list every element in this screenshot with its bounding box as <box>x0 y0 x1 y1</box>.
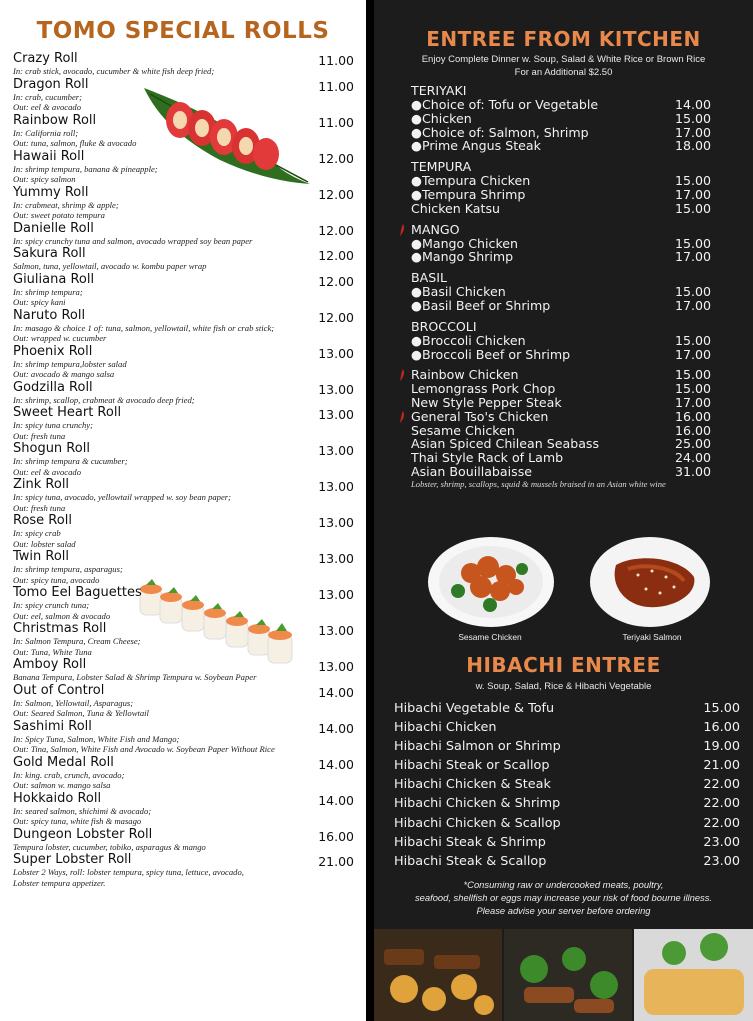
hibachi-price: 22.00 <box>703 815 740 831</box>
roll-description: In: Salmon Tempura, Cream Cheese; <box>13 636 141 646</box>
hibachi-name: Hibachi Chicken <box>394 720 497 736</box>
roll-price: 14.00 <box>318 684 354 700</box>
roll-header <box>13 113 358 128</box>
special-name: Asian Bouillabaisse <box>411 463 532 479</box>
roll-description: Out: fresh tuna <box>13 502 66 513</box>
sesame-chicken-image <box>426 535 556 629</box>
roll-item <box>13 221 358 247</box>
hibachi-item <box>394 756 740 775</box>
roll-name: Dungeon Lobster Roll <box>13 826 153 842</box>
entree-price: 17.00 <box>674 249 711 265</box>
entree-name: ●Choice of: Tofu or Vegetable <box>411 97 599 112</box>
hibachi-price: 23.00 <box>703 853 740 869</box>
roll-header <box>13 405 358 420</box>
roll-name: Phoenix Roll <box>13 343 93 359</box>
roll-price: 14.00 <box>318 720 354 736</box>
special-item <box>411 437 711 451</box>
roll-name: Sweet Heart Roll <box>13 405 122 420</box>
hibachi-title: HIBACHI ENTREE <box>466 653 661 677</box>
roll-header <box>13 755 358 770</box>
hibachi-food-image <box>374 929 753 1021</box>
roll-description: In: masago & choice 1 of: tuna, salmon, yellowtail, white fish or crab stick; <box>13 322 275 333</box>
special-rolls-title: TOMO SPECIAL ROLLS <box>36 18 330 44</box>
entree-title: ENTREE FROM KITCHEN <box>426 27 701 51</box>
hibachi-name: Hibachi Salmon or Shrimp <box>394 739 561 755</box>
roll-description: Out: spicy salmon <box>13 174 76 184</box>
special-price: 16.00 <box>674 422 711 438</box>
entree-price: 17.00 <box>674 297 711 313</box>
hibachi-name: Hibachi Chicken & Steak <box>394 777 551 793</box>
roll-item <box>13 852 358 888</box>
hibachi-name: Hibachi Vegetable & Tofu <box>394 701 555 716</box>
roll-name: Sashimi Roll <box>13 718 92 734</box>
roll-item <box>13 827 358 853</box>
section-heading: BROCCOLI <box>411 318 477 334</box>
roll-name: Zink Roll <box>13 477 70 492</box>
roll-item <box>13 791 358 827</box>
entree-item <box>411 237 711 251</box>
roll-price: 12.00 <box>318 222 354 238</box>
roll-name: Naruto Roll <box>13 307 86 323</box>
roll-description: Out: salmon w. mango salsa <box>13 780 111 790</box>
roll-header <box>13 513 358 528</box>
roll-item <box>13 272 358 308</box>
roll-header <box>13 791 358 806</box>
entree-name: ●Mango Shrimp <box>411 249 514 265</box>
roll-name: Yummy Roll <box>13 184 89 200</box>
roll-name: Rainbow Roll <box>13 112 97 128</box>
entree-name: ●Prime Angus Steak <box>411 138 541 154</box>
roll-name: Hawaii Roll <box>13 148 85 164</box>
special-price: 17.00 <box>674 394 711 410</box>
roll-description: In: Spicy Tuna, Salmon, White Fish and Mango; <box>13 733 180 744</box>
entree-item <box>411 174 711 188</box>
roll-price: 12.00 <box>318 309 354 325</box>
hibachi-price: 22.00 <box>703 777 740 793</box>
roll-description: Out: tuna, salmon, fluke & avocado <box>13 138 137 148</box>
disclaimer-line-2: seafood, shellfish or eggs may increase your risk of food bourne illness. <box>414 892 713 903</box>
roll-description: In: shrimp tempura; <box>13 286 83 297</box>
roll-price: 12.00 <box>318 150 354 166</box>
special-price: 24.00 <box>674 450 711 466</box>
special-price: 31.00 <box>674 463 711 479</box>
roll-header <box>13 344 358 359</box>
roll-description: Tempura lobster, cucumber, tobiko, asparagus & mango <box>13 841 206 852</box>
roll-item <box>13 513 358 549</box>
entree-price: 15.00 <box>674 200 711 216</box>
roll-description: Out: spicy kani <box>13 297 66 307</box>
special-name: Sesame Chicken <box>411 422 515 438</box>
roll-header <box>13 51 358 66</box>
entree-price: 17.00 <box>674 124 711 140</box>
roll-item <box>13 755 358 791</box>
entree-price: 18.00 <box>674 138 711 154</box>
entree-name: ●Mango Chicken <box>411 235 519 251</box>
roll-price: 16.00 <box>318 828 354 844</box>
roll-name: Giuliana Roll <box>13 271 95 287</box>
entree-item <box>411 188 711 202</box>
entree-price: 15.00 <box>674 110 711 126</box>
roll-header <box>13 657 358 672</box>
entree-subtitle-2: For an Additional $2.50 <box>514 67 613 78</box>
roll-price: 14.00 <box>318 792 354 808</box>
roll-price: 12.00 <box>318 186 354 202</box>
hibachi-item <box>394 794 740 813</box>
entree-item <box>411 250 711 264</box>
special-name: Thai Style Rack of Lamb <box>411 450 564 466</box>
special-item <box>411 451 711 465</box>
entree-name: ●Basil Chicken <box>411 284 506 300</box>
roll-name: Rose Roll <box>13 513 72 528</box>
special-name: Lemongrass Pork Chop <box>411 381 556 397</box>
entree-price: 15.00 <box>674 235 711 251</box>
entree-item <box>411 285 711 299</box>
roll-name: Danielle Roll <box>13 220 94 236</box>
teriyaki-salmon-caption: Teriyaki Salmon <box>622 632 682 642</box>
roll-header <box>13 477 358 492</box>
roll-header <box>13 185 358 200</box>
special-rolls-panel <box>0 0 366 1021</box>
roll-item <box>13 185 358 221</box>
hibachi-name: Hibachi Chicken & Shrimp <box>394 796 561 812</box>
chili-pepper-icon <box>399 224 405 236</box>
bouillabaisse-note: Lobster, shrimp, scallops, squid & mussels braised in an Asian white wine <box>411 478 666 489</box>
roll-description: In: shrimp tempura & cucumber; <box>13 456 128 466</box>
roll-item <box>13 441 358 477</box>
roll-header <box>13 827 358 842</box>
roll-name: Hokkaido Roll <box>13 790 102 806</box>
roll-price: 13.00 <box>318 345 354 361</box>
roll-description: Salmon, tuna, yellowtail, avocado w. kombu paper wrap <box>13 261 207 271</box>
entree-item <box>411 112 711 126</box>
disclaimer-line-3: Please advise your server before ordering <box>476 905 651 916</box>
special-item <box>411 410 711 424</box>
roll-description: In: Salmon, Yellowtail, Asparagus; <box>13 697 134 708</box>
roll-description: Lobster tempura appetizer. <box>13 877 106 888</box>
roll-description: Out: eel & avocado <box>13 466 82 477</box>
roll-description: In: spicy crunchy tuna and salmon, avocado wrapped soy bean paper <box>13 235 253 246</box>
special-name: General Tso's Chicken <box>411 408 549 424</box>
chili-pepper-icon <box>399 411 405 423</box>
kitchen-panel <box>374 0 753 1021</box>
roll-header <box>13 246 358 261</box>
roll-header <box>13 621 358 636</box>
dragon-roll-image <box>140 82 312 188</box>
roll-header <box>13 221 358 236</box>
hibachi-name: Hibachi Steak or Scallop <box>394 758 550 774</box>
chili-pepper-icon <box>399 369 405 381</box>
roll-name: Crazy Roll <box>13 51 78 66</box>
hibachi-name: Hibachi Steak & Shrimp <box>394 834 546 850</box>
hibachi-item <box>394 699 740 718</box>
entree-item <box>411 334 711 348</box>
roll-item <box>13 683 358 719</box>
roll-description: Out: avocado & mango salsa <box>13 369 115 379</box>
special-item <box>411 396 711 410</box>
roll-name: Dragon Roll <box>13 76 89 92</box>
roll-name: Twin Roll <box>13 549 70 564</box>
entree-name: ●Choice of: Salmon, Shrimp <box>411 124 589 140</box>
roll-description: In: seared salmon, shichimi & avocado; <box>13 805 152 816</box>
roll-price: 11.00 <box>318 114 354 130</box>
roll-price: 13.00 <box>318 587 354 602</box>
roll-description: Out: spicy tuna, avocado <box>13 574 100 585</box>
entree-price: 15.00 <box>674 284 711 300</box>
roll-header <box>13 308 358 323</box>
special-name: Rainbow Chicken <box>411 367 519 383</box>
hibachi-price: 15.00 <box>703 701 740 716</box>
roll-price: 13.00 <box>318 515 354 530</box>
roll-price: 11.00 <box>318 78 354 94</box>
entree-name: ●Basil Beef or Shrimp <box>411 297 551 313</box>
hibachi-item <box>394 737 740 756</box>
entree-price: 17.00 <box>674 346 711 362</box>
entree-name: ●Broccoli Beef or Shrimp <box>411 346 571 362</box>
section-heading: TERIYAKI <box>411 83 467 98</box>
entree-item <box>411 98 711 112</box>
roll-item <box>13 719 358 755</box>
hibachi-subtitle: w. Soup, Salad, Rice & Hibachi Vegetable <box>475 681 652 692</box>
roll-item <box>13 657 358 683</box>
roll-description: Out: fresh tuna <box>13 430 66 441</box>
roll-name: Tomo Eel Baguettes <box>13 585 142 600</box>
special-price: 16.00 <box>674 408 711 424</box>
entree-name: Chicken Katsu <box>411 200 501 216</box>
roll-header <box>13 77 358 92</box>
hibachi-name: Hibachi Chicken & Scallop <box>394 815 561 831</box>
roll-name: Super Lobster Roll <box>13 852 132 867</box>
hibachi-price: 22.00 <box>703 796 740 812</box>
hibachi-item <box>394 852 740 871</box>
entree-name: ●Chicken <box>411 110 472 126</box>
roll-description: Out: eel, salmon & avocado <box>13 610 111 621</box>
entree-list <box>411 84 711 489</box>
roll-price: 12.00 <box>318 248 354 263</box>
roll-description: In: crab, cucumber; <box>13 91 82 102</box>
roll-price: 14.00 <box>318 756 354 772</box>
hibachi-price: 19.00 <box>703 739 740 755</box>
roll-description: Out: lobster salad <box>13 538 76 549</box>
roll-description: In: spicy tuna crunchy; <box>13 420 93 430</box>
roll-description: In: California roll; <box>13 127 79 138</box>
roll-item <box>13 477 358 513</box>
roll-name: Out of Control <box>13 682 105 698</box>
special-item <box>411 382 711 396</box>
section-heading: BASIL <box>411 270 447 286</box>
entree-name: ●Broccoli Chicken <box>411 332 526 348</box>
roll-name: Amboy Roll <box>13 657 87 672</box>
hibachi-price: 16.00 <box>703 720 740 736</box>
roll-description: In: spicy crab <box>13 528 61 538</box>
roll-name: Gold Medal Roll <box>13 754 114 770</box>
section-heading: TEMPURA <box>411 159 472 175</box>
teriyaki-salmon-image <box>588 535 712 629</box>
hibachi-price: 23.00 <box>703 834 740 850</box>
roll-price: 13.00 <box>318 381 354 397</box>
special-price: 25.00 <box>674 436 711 452</box>
section-heading: MANGO <box>411 223 711 237</box>
disclaimer <box>374 878 753 917</box>
entree-item <box>411 139 711 153</box>
roll-name: Shogun Roll <box>13 441 90 456</box>
special-item <box>411 465 711 479</box>
roll-description: Out: Seared Salmon, Tuna & Yellowtail <box>13 708 149 718</box>
roll-item <box>13 380 358 406</box>
roll-item <box>13 405 358 441</box>
hibachi-item <box>394 775 740 794</box>
roll-description: In: spicy tuna, avocado, yellowtail wrapped w. soy bean paper; <box>13 492 231 502</box>
roll-header <box>13 272 358 287</box>
roll-price: 13.00 <box>318 479 354 494</box>
roll-description: In: crabmeat, shrimp & apple; <box>13 199 119 210</box>
roll-description: In: king. crab, crunch, avocado; <box>13 769 125 780</box>
special-name: New Style Pepper Steak <box>411 394 562 410</box>
roll-description: Out: Tina, Salmon, White Fish and Avocado w. Soybean Paper Without Rice <box>13 744 275 754</box>
roll-header <box>13 852 358 867</box>
roll-description: Out: spicy tuna, white fish & masago <box>13 816 142 826</box>
roll-item <box>13 308 358 344</box>
roll-description: In: shrimp tempura, asparagus; <box>13 564 123 574</box>
roll-price: 13.00 <box>318 407 354 422</box>
hibachi-item <box>394 718 740 737</box>
entree-price: 17.00 <box>674 186 711 202</box>
roll-header <box>13 719 358 734</box>
roll-price: 11.00 <box>318 53 354 68</box>
roll-name: Christmas Roll <box>13 621 107 636</box>
hibachi-item <box>394 833 740 852</box>
roll-description: In: shrimp tempura,lobster salad <box>13 358 127 369</box>
roll-header <box>13 683 358 698</box>
roll-price: 13.00 <box>318 659 354 674</box>
roll-description: Out: wrapped w. cucumber <box>13 333 107 343</box>
roll-name: Godzilla Roll <box>13 379 93 395</box>
hibachi-name: Hibachi Steak & Scallop <box>394 853 547 869</box>
special-item <box>411 368 711 382</box>
hibachi-price: 21.00 <box>703 758 740 774</box>
roll-description: Out: Tuna, White Tuna <box>13 646 92 657</box>
special-price: 15.00 <box>674 367 711 383</box>
entree-item <box>411 299 711 313</box>
sesame-chicken-caption: Sesame Chicken <box>458 632 522 642</box>
roll-price: 13.00 <box>318 551 354 566</box>
special-item <box>411 424 711 438</box>
roll-name: Sakura Roll <box>13 246 86 261</box>
entree-subtitle-1: Enjoy Complete Dinner w. Soup, Salad & White Rice or Brown Rice <box>421 54 706 65</box>
roll-description: Banana Tempura, Lobster Salad & Shrimp Tempura w. Soybean Paper <box>13 672 257 682</box>
roll-description: Lobster 2 Ways, roll: lobster tempura, spicy tuna, lettuce, avocado, <box>13 867 244 877</box>
entree-name: ●Tempura Chicken <box>411 173 531 189</box>
roll-header <box>13 149 358 164</box>
entree-price: 15.00 <box>674 332 711 348</box>
roll-description: In: spicy crunch tuna; <box>13 600 90 610</box>
roll-price: 13.00 <box>318 443 354 458</box>
roll-item <box>13 246 358 272</box>
roll-item <box>13 344 358 380</box>
roll-header <box>13 441 358 456</box>
roll-header <box>13 549 358 564</box>
entree-price: 15.00 <box>674 173 711 189</box>
roll-price: 21.00 <box>318 854 354 869</box>
roll-description: Out: eel & avocado <box>13 102 82 112</box>
roll-header <box>13 380 358 395</box>
roll-description: In: shrimp, scallop, crabmeat & avocado deep fried; <box>13 394 195 405</box>
disclaimer-line-1: *Consuming raw or undercooked meats, poultry, <box>463 879 664 890</box>
hibachi-item <box>394 814 740 833</box>
roll-description: In: shrimp tempura, banana & pineapple; <box>13 163 158 174</box>
panel-divider <box>366 0 374 1021</box>
entree-item <box>411 348 711 362</box>
special-name: Asian Spiced Chilean Seabass <box>411 436 600 452</box>
roll-price: 13.00 <box>318 623 354 638</box>
roll-description: Out: sweet potato tempura <box>13 210 105 220</box>
roll-description: In: crab stick, avocado, cucumber & white fish deep fried; <box>13 66 215 76</box>
entree-price: 14.00 <box>674 97 711 112</box>
special-price: 15.00 <box>674 381 711 397</box>
roll-price: 12.00 <box>318 273 354 289</box>
roll-item <box>13 51 358 77</box>
roll-header <box>13 585 358 600</box>
entree-item <box>411 126 711 140</box>
hibachi-list <box>394 699 740 871</box>
entree-name: ●Tempura Shrimp <box>411 186 526 202</box>
entree-item <box>411 202 711 216</box>
